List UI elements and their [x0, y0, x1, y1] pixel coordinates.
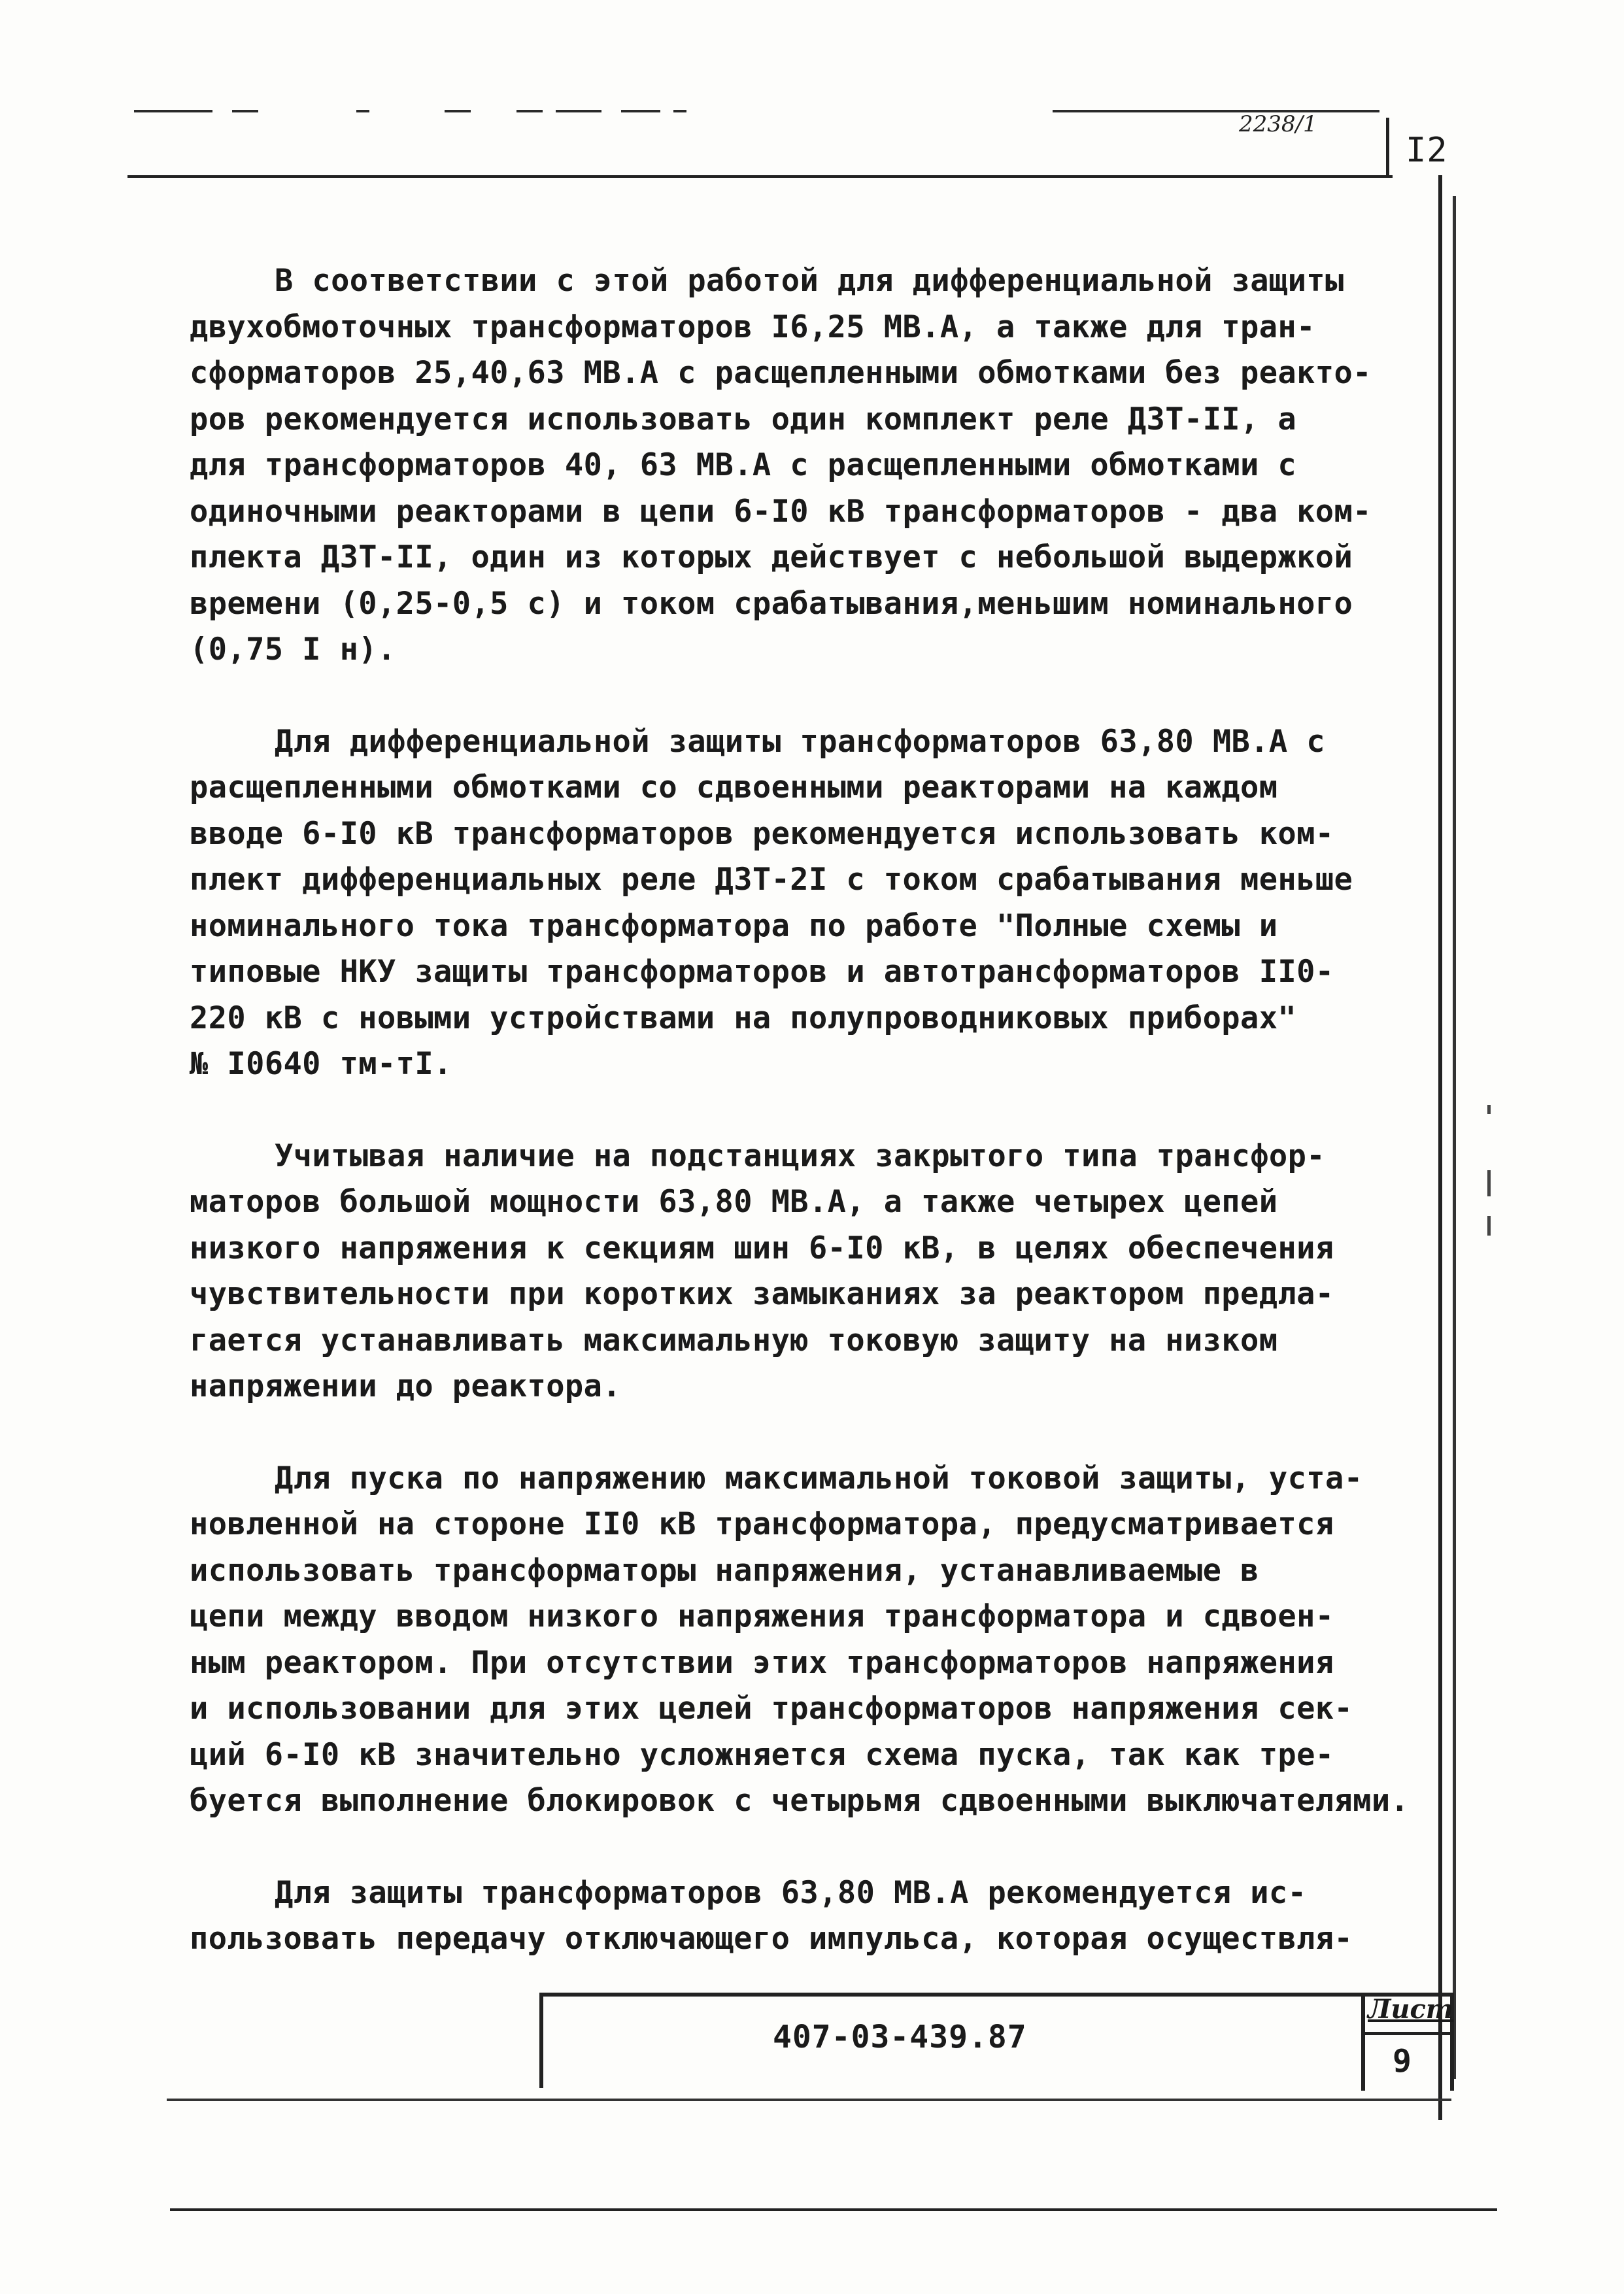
text-line: и использовании для этих целей трансформаторов напряжения сек-	[190, 1691, 1353, 1727]
text-line: чувствительности при коротких замыканиях за реактором предла-	[190, 1276, 1334, 1312]
document-body	[190, 258, 1419, 2008]
scan-bottom-edge	[170, 2208, 1497, 2211]
scan-speck	[1487, 1170, 1491, 1196]
scan-edge	[134, 110, 212, 112]
text-line: для трансформаторов 40, 63 МВ.А с расщепленными обмотками с	[190, 447, 1297, 483]
text-line: буется выполнение блокировок с четырьмя сдвоенными выключателями.	[190, 1783, 1410, 1819]
header-rule	[127, 175, 1393, 178]
scan-edge	[1053, 110, 1379, 112]
sheet-divider	[1361, 2032, 1450, 2035]
frame-right-inner-border	[1453, 196, 1456, 2079]
text-line: маторов большой мощности 63,80 МВ.А, а также четырех цепей	[190, 1184, 1278, 1220]
footer-rule	[167, 2099, 1451, 2101]
text-line: времени (0,25-0,5 с) и током срабатывания,меньшим номинального	[190, 585, 1353, 622]
frame-right-border	[1438, 175, 1442, 2120]
text-line: № I0640 тм-тI.	[190, 1046, 452, 1082]
text-line: использовать трансформаторы напряжения, устанавливаемые в	[190, 1552, 1259, 1589]
text-line: цепи между вводом низкого напряжения трансформатора и сдвоен-	[190, 1598, 1334, 1634]
text-line: 220 кВ с новыми устройствами на полупроводниковых приборах"	[190, 1000, 1297, 1036]
text-line: В соответствии с этой работой для дифференциальной защиты	[275, 263, 1344, 299]
text-line: Для пуска по напряжению максимальной токовой защиты, уста-	[275, 1460, 1363, 1496]
text-line: двухобмоточных трансформаторов I6,25 МВ.А, а также для тран-	[190, 309, 1315, 345]
document-code: 407-03-439.87	[773, 2019, 1027, 2055]
text-line: плект дифференциальных реле ДЗТ-2I с током срабатывания меньше	[190, 862, 1353, 898]
scan-speck	[1487, 1105, 1491, 1114]
text-line: типовые НКУ защиты трансформаторов и автотрансформаторов II0-	[190, 954, 1334, 990]
scan-edge	[516, 110, 543, 112]
scan-edge	[445, 110, 471, 112]
scan-edge	[673, 110, 686, 112]
text-line: вводе 6-I0 кВ трансформаторов рекомендуется использовать ком-	[190, 815, 1334, 852]
scan-edge	[232, 110, 258, 112]
text-line: ным реактором. При отсутствии этих трансформаторов напряжения	[190, 1644, 1334, 1681]
page-number: I2	[1406, 131, 1448, 170]
text-line: ров рекомендуется использовать один комплект реле ДЗТ-II, а	[190, 401, 1297, 437]
text-line: напряжении до реактора.	[190, 1368, 622, 1404]
text-line: ций 6-I0 кВ значительно усложняется схема пуска, так как тре-	[190, 1736, 1334, 1773]
text-line: пользовать передачу отключающего импульса, которая осуществля-	[190, 1921, 1353, 1957]
text-line: номинального тока трансформатора по работе "Полные схемы и	[190, 907, 1278, 944]
paragraph	[190, 1134, 1419, 1410]
scan-edge	[356, 110, 369, 112]
paragraph	[190, 1456, 1419, 1825]
scan-edge	[556, 110, 601, 112]
paragraph	[190, 1870, 1419, 1963]
text-line: расщепленными обмотками со сдвоенными реакторами на каждом	[190, 769, 1278, 805]
paragraph	[190, 719, 1419, 1088]
text-line: одиночными реакторами в цепи 6-I0 кВ трансформаторов - два ком-	[190, 493, 1372, 530]
text-line: гается устанавливать максимальную токовую защиту на низком	[190, 1322, 1278, 1358]
text-line: сформаторов 25,40,63 МВ.А с расщепленными обмотками без реакто-	[190, 355, 1372, 391]
text-line: (0,75 I н).	[190, 632, 396, 667]
text-line: новленной на стороне II0 кВ трансформатора, предусматривается	[190, 1506, 1334, 1542]
scan-edge	[621, 110, 660, 112]
paragraph	[190, 258, 1419, 673]
sheet-number: 9	[1393, 2043, 1412, 2080]
text-line: Для дифференциальной защиты трансформаторов 63,80 МВ.А с	[275, 723, 1325, 760]
text-line: Учитывая наличие на подстанциях закрытого типа трансфор-	[275, 1138, 1325, 1174]
text-line: плекта ДЗТ-II, один из которых действует с небольшой выдержкой	[190, 539, 1353, 575]
text-line: Для защиты трансформаторов 63,80 МВ.А рекомендуется ис-	[275, 1874, 1307, 1911]
scan-speck	[1487, 1216, 1491, 1236]
text-line: низкого напряжения к секциям шин 6-I0 кВ, в целях обеспечения	[190, 1230, 1334, 1266]
archive-note: 2238/1	[1239, 111, 1317, 137]
sheet-label: Лист	[1368, 1994, 1454, 2025]
